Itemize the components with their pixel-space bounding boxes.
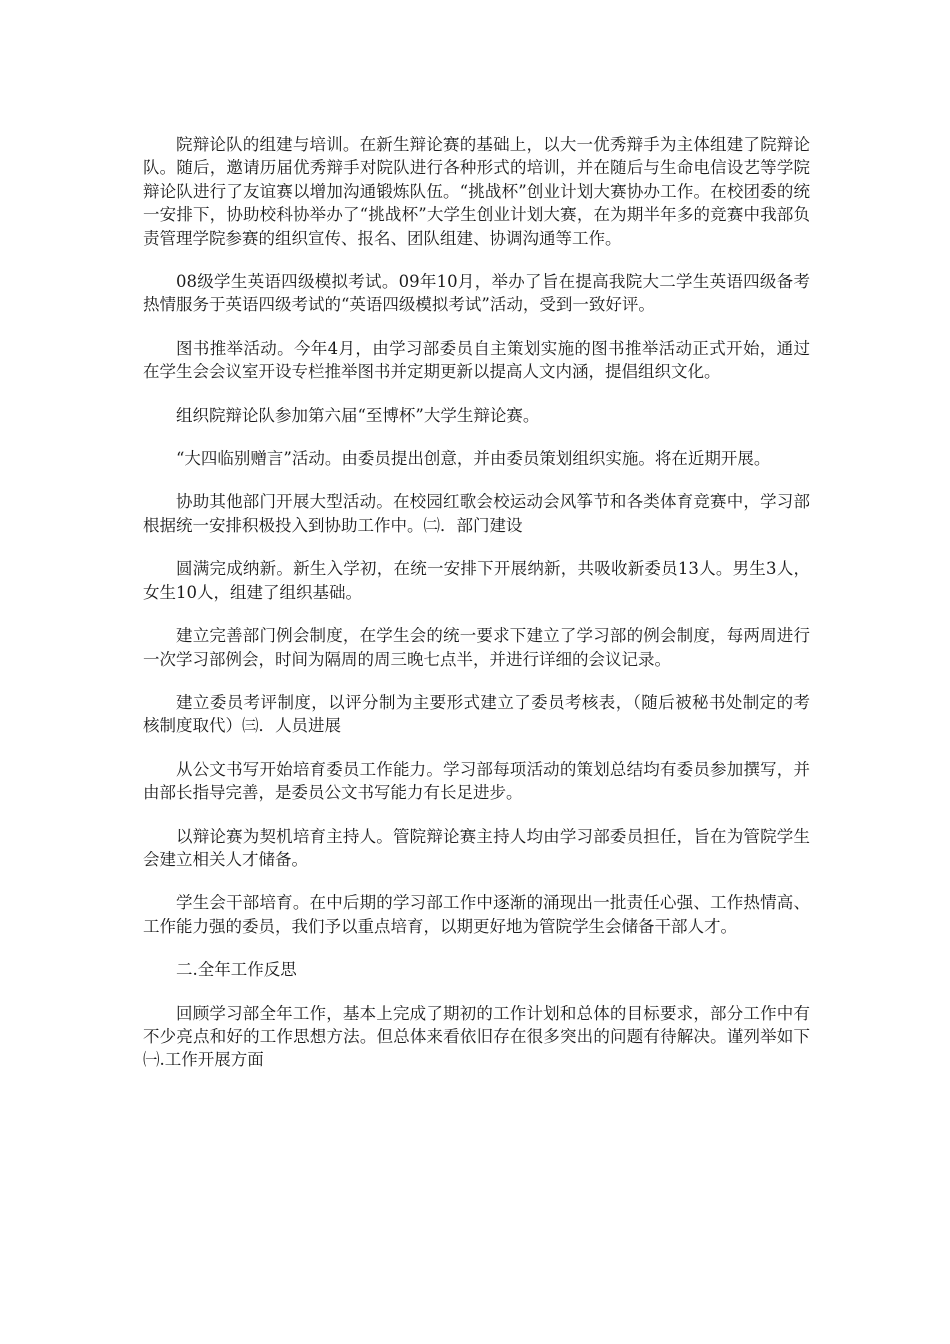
paragraph-host-training: 以辩论赛为契机培育主持人。管院辩论赛主持人均由学习部委员担任，旨在为管院学生会建立相关人才储备。 — [143, 826, 810, 869]
paragraph-zhibo-cup: 组织院辩论队参加第六届“至博杯”大学生辩论赛。 — [176, 405, 540, 425]
paragraph-book-recommendation: 图书推举活动。今年4月，由学习部委员自主策划实施的图书推举活动正式开始，通过在学生会会议室开设专栏推举图书并定期更新以提高人文内涵，提倡组织文化。 — [143, 338, 810, 382]
paragraph-cadre-training: 学生会干部培育。在中后期的学习部工作中逐渐的涌现出一批责任心强、工作热情高、工作能力强的委员，我们予以重点培育，以期更好地为管院学生会储备干部人才。 — [143, 893, 810, 936]
paragraph-recruitment: 圆满完成纳新。新生入学初，在统一安排下开展纳新，共吸收新委员13人。男生3人，女生10人，组建了组织基础。 — [143, 559, 810, 602]
paragraph-debate-team: 院辩论队的组建与培训。在新生辩论赛的基础上，以大一优秀辩手为主体组建了院辩论队。随后，邀请历届优秀辩手对院队进行各种形式的培训，并在随后与生命电信设艺等学院辩论队进行了友谊赛以增加沟通锻炼队伍。“挑战杯”创业计划大赛协办工作。在校团委的统一安排下，协助校科协举办了“挑战杯”大学生创业计划大赛，在为期半年多的竞赛中我部负责管理学院参赛的组织宣传、报名、团队组建、协调沟通等工作。 — [143, 135, 810, 248]
paragraph-member-evaluation: 建立委员考评制度，以评分制为主要形式建立了委员考核表，（随后被秘书处制定的考核制度取代）㈢．人员进展 — [143, 692, 810, 736]
paragraph-regular-meetings: 建立完善部门例会制度，在学生会的统一要求下建立了学习部的例会制度，每两周进行一次学习部例会，时间为隔周的周三晚七点半，并进行详细的会议记录。 — [143, 626, 810, 669]
section-heading-reflection: 二.全年工作反思 — [176, 960, 297, 980]
paragraph-farewell-messages: “大四临别赠言”活动。由委员提出创意，并由委员策划组织实施。将在近期开展。 — [176, 449, 771, 469]
paragraph-review: 回顾学习部全年工作，基本上完成了期初的工作计划和总体的目标要求，部分工作中有不少亮点和好的工作思想方法。但总体来看依旧存在很多突出的问题有待解决。谨列举如下㈠.工作开展方面 — [143, 1003, 810, 1070]
paragraph-document-writing: 从公文书写开始培育委员工作能力。学习部每项活动的策划总结均有委员参加撰写，并由部长指导完善，是委员公文书写能力有长足进步。 — [143, 759, 810, 803]
paragraph-cet4-mock-exam: 08级学生英语四级模拟考试。09年10月，举办了旨在提高我院大二学生英语四级备考热情服务于英语四级考试的“英语四级模拟考试”活动，受到一致好评。 — [143, 272, 810, 315]
paragraph-assist-departments: 协助其他部门开展大型活动。在校园红歌会校运动会风筝节和各类体育竞赛中，学习部根据统一安排积极投入到协助工作中。㈡．部门建设 — [143, 492, 810, 535]
